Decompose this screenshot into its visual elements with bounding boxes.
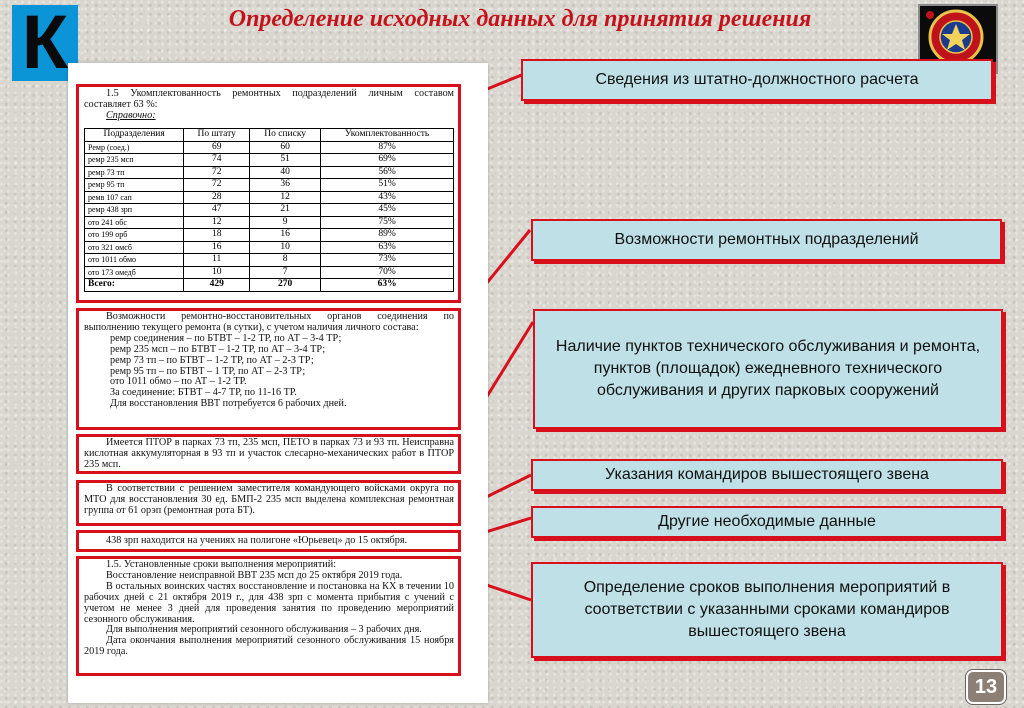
table-cell: 70% [321,266,454,279]
table-cell: 60 [250,141,321,154]
table-cell: 429 [184,279,250,292]
callout-label: Сведения из штатно-должностного расчета [595,71,919,88]
table-row [85,166,454,179]
table-cell: 270 [250,279,321,292]
table-cell: 10 [184,266,250,279]
table-row [85,229,454,242]
table-cell: ото 321 омсб [85,241,184,254]
callout-facilities [533,309,1003,429]
table-cell: 11 [184,254,250,267]
table-cell: 12 [184,216,250,229]
table-header: Подразделения [85,129,184,142]
table-row [85,216,454,229]
table-total-row [85,279,454,292]
callout-other-data [531,506,1003,538]
callout-deadlines [531,562,1003,658]
deadlines-paragraph: Для выполнения мероприятий сезонного обслуживания – 3 рабочих дня. [106,624,422,636]
table-cell: 74 [184,154,250,167]
deadlines-paragraph: Дата окончания выполнения мероприятий сезонного обслуживания 15 ноября 2019 года. [84,635,454,658]
table-cell: 75% [321,216,454,229]
table-row [85,204,454,217]
table-cell: ото 241 обс [85,216,184,229]
table-cell: 18 [184,229,250,242]
table-cell: 47 [184,204,250,217]
table-cell: 51% [321,179,454,192]
reference-label: Справочно: [106,109,156,121]
table-cell: ремр 235 мсп [85,154,184,167]
capability-item: ремр 73 тп – по БТВТ – 1-2 ТР, по АТ – 2-3 ТР; [110,354,314,366]
table-cell: 69 [184,141,250,154]
table-row [85,254,454,267]
deadlines-paragraph: Восстановление неисправной ВВТ 235 мсп до 25 октября 2019 года. [106,569,403,581]
table-cell: ремр 95 тп [85,179,184,192]
table-cell: 9 [250,216,321,229]
capability-item: ремр 235 мсп – по БТВТ – 1-2 ТР, по АТ – 3-4 ТР; [110,343,326,355]
section-heading-staffing: 1.5 Укомплектованность ремонтных подразделений личным составом составляет 63 %: [84,88,454,110]
table-cell: Ремр (соед.) [85,141,184,154]
table-cell: 28 [184,191,250,204]
table-cell: 40 [250,166,321,179]
callout-label: Другие необходимые данные [658,513,876,530]
k-logo: К [12,5,78,81]
table-cell: 21 [250,204,321,217]
table-cell: 73% [321,254,454,267]
table-cell: 56% [321,166,454,179]
page-number-badge: 13 [966,670,1006,704]
table-row [85,141,454,154]
table-cell: 16 [184,241,250,254]
table-cell: 72 [184,166,250,179]
capability-item: ремр соединения – по БТВТ – 1-2 ТР, по АТ – 3-4 ТР; [110,332,342,344]
table-row [85,179,454,192]
table-row [85,266,454,279]
slide-title: Определение исходных данных для принятия решения [228,6,812,32]
table-cell: 51 [250,154,321,167]
ptor-text: Имеется ПТОР в парках 73 тп, 235 мсп, ПЕТО в парках 73 и 93 тп. Неисправна кислотная аккумуляторная в 93 тп и участок слесарно-механических работ в ПТОР 235 мсп. [84,437,454,470]
capability-item: За соединение: БТВТ – 4-7 ТР, по 11-16 ТР. [110,387,297,399]
decision-text: В соответствии с решением заместителя командующего войсками округа по МТО для восстановления 30 ед. БМП-2 235 мсп выделена комплексная ремонтная группа от 61 орэп (ремонтная рота БТ). [84,483,454,516]
capabilities-intro: Возможности ремонтно-восстановительных органов соединения по выполнению текущего ремонта (в сутки), с учетом наличия личного состава: [84,311,454,333]
table-header: По списку [250,129,321,142]
table-cell: 63% [321,241,454,254]
table-header-row [85,129,454,142]
table-cell: Всего: [85,279,184,292]
table-cell: ото 1011 обмо [85,254,184,267]
callout-label: Возможности ремонтных подразделений [614,231,919,248]
deadlines-paragraph: В остальных воинских частях восстановление и постановка на КХ в течении 10 рабочих дней с 21 октября 2019 г., для 438 зрп с момента прибытия с учений с учетом не менее 3 дней для проведения занятия по проведению мероприятий сезонного обслуживания. [84,580,454,625]
capability-item: ремр 95 тп – по БТВТ – 1 ТР, по АТ – 2-3 ТР; [110,365,306,377]
table-cell: 36 [250,179,321,192]
table-cell: ремв 107 сап [85,191,184,204]
table-cell: ото 199 орб [85,229,184,242]
table-row [85,241,454,254]
table-cell: 63% [321,279,454,292]
table-cell: 16 [250,229,321,242]
table-row [85,154,454,167]
table-cell: 7 [250,266,321,279]
table-cell: ремр 438 зрп [85,204,184,217]
table-cell: 12 [250,191,321,204]
table-cell: 43% [321,191,454,204]
table-cell: 69% [321,154,454,167]
capability-item: ото 1011 обмо – по АТ – 1-2 ТР. [110,376,247,388]
table-cell: 10 [250,241,321,254]
table-cell: 87% [321,141,454,154]
table-cell: 72 [184,179,250,192]
deadlines-heading: 1.5. Установленные сроки выполнения мероприятий: [106,559,337,570]
table-cell: 89% [321,229,454,242]
callout-capabilities [531,219,1002,261]
table-header: Укомплектованность [321,129,454,142]
table-cell: ремр 73 тп [85,166,184,179]
table-cell: 8 [250,254,321,267]
callout-commanders-instructions [531,459,1003,491]
staffing-table [84,128,454,292]
capability-item: Для восстановления ВВТ потребуется 6 рабочих дней. [110,398,347,410]
callout-label: Указания командиров вышестоящего звена [605,466,929,483]
table-row [85,191,454,204]
exercise-text: 438 зрп находится на учениях на полигоне «Юрьевец» до 15 октября. [106,535,408,546]
callout-label: Определение сроков выполнения мероприятий в соответствии с указанными сроками командиров вышестоящего звена [583,579,951,640]
table-cell: ото 173 омедб [85,266,184,279]
table-header: По штату [184,129,250,142]
callout-label: Наличие пунктов технического обслуживания и ремонта, пунктов (площадок) ежедневного технического обслуживания и других парковых сооружений [555,338,981,399]
callout-staffing [521,59,993,101]
table-cell: 45% [321,204,454,217]
